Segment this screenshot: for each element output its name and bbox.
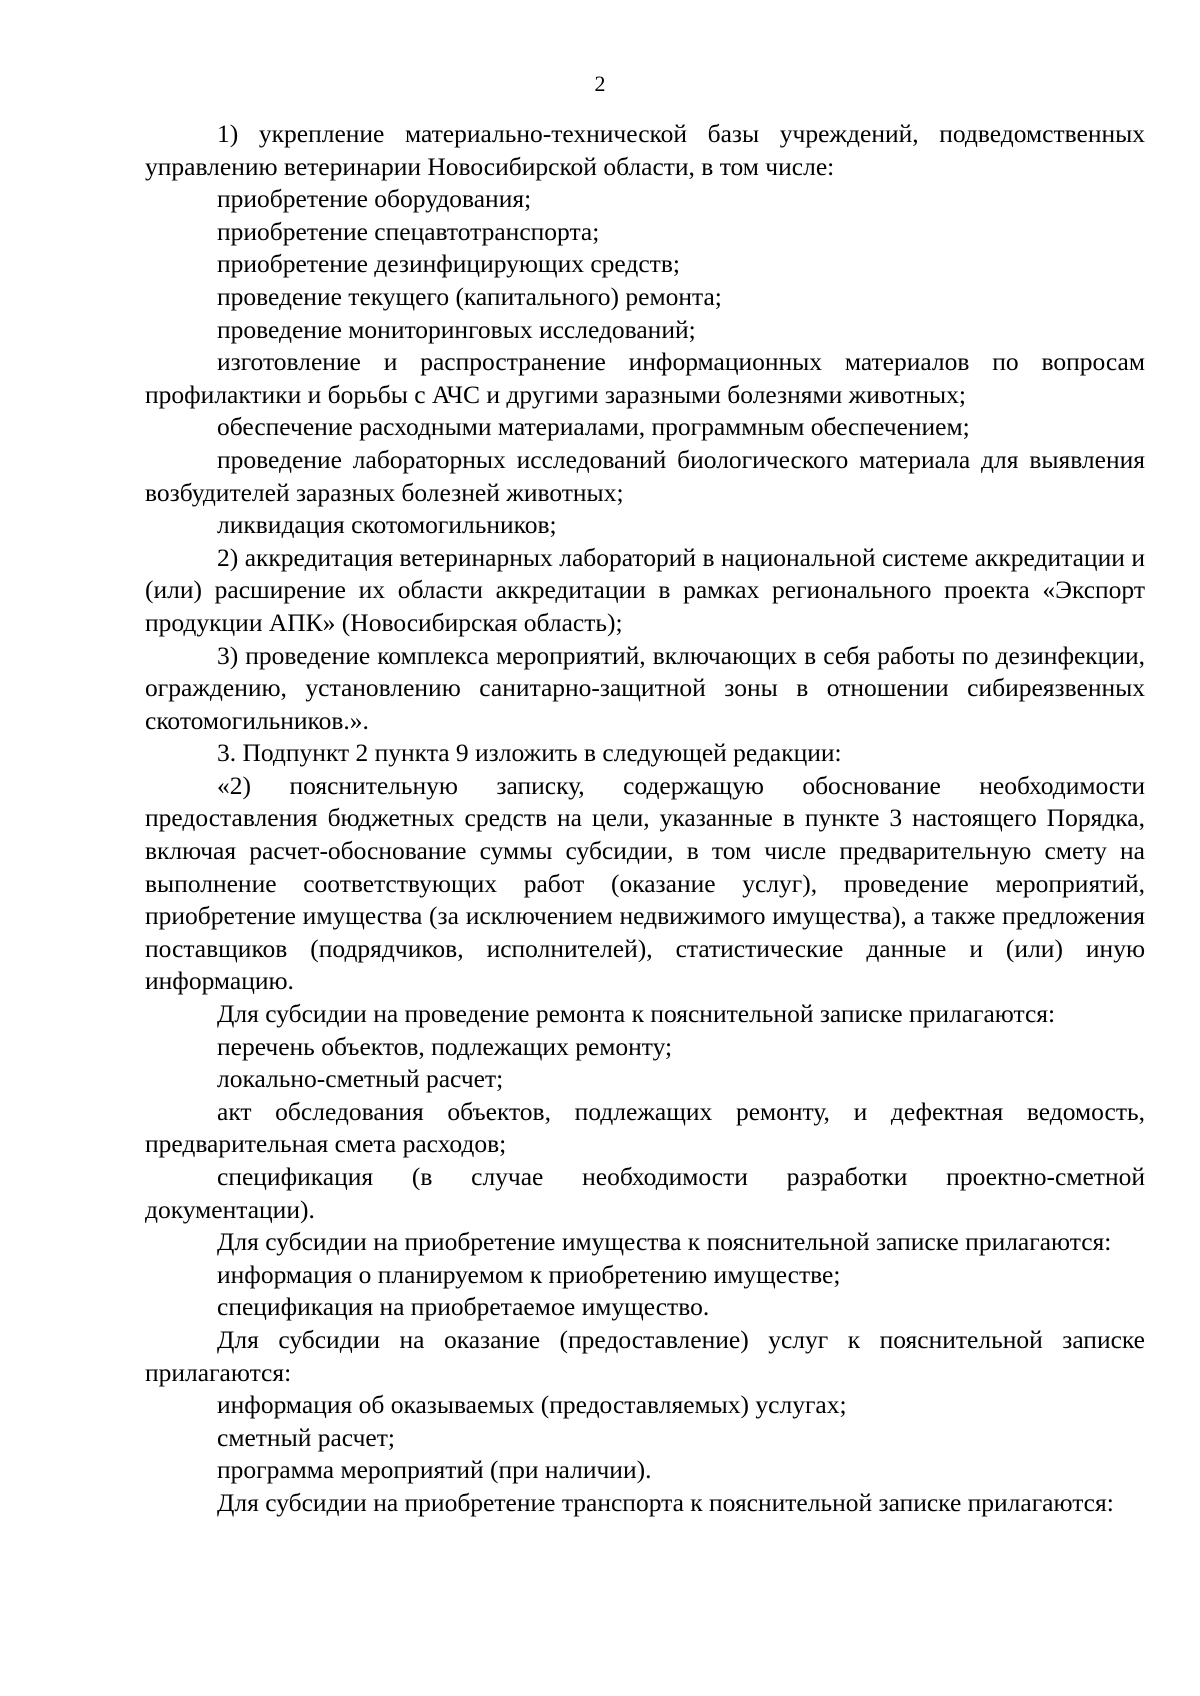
paragraph: спецификация на приобретаемое имущество. — [217, 1292, 710, 1322]
paragraph: 1) укрепление материально-технической базы учреждений, подведомственных управлению ветеринарии Новосибирской области, в том числе: — [145, 119, 1145, 181]
paragraph: Для субсидии на проведение ремонта к пояснительной записке прилагаются: — [217, 999, 1056, 1029]
paragraph: приобретение оборудования; — [217, 184, 532, 214]
paragraph: перечень объектов, подлежащих ремонту; — [217, 1031, 673, 1061]
paragraph: изготовление и распространение информационных материалов по вопросам профилактики и борьбы с АЧС и другими заразными болезнями животных; — [145, 347, 1145, 409]
paragraph: 3) проведение комплекса мероприятий, включающих в себя работы по дезинфекции, ограждению, установлению санитарно-защитной зоны в отношении сибиреязвенных скотомогильников.». — [145, 640, 1145, 735]
paragraph: «2) пояснительную записку, содержащую обоснование необходимости предоставления бюджетных средств на цели, указанные в пункте 3 настоящего Порядка, включая расчет-обоснование суммы субсидии, в том числе предварительную смету на выполнение соответствующих работ (оказание услуг), проведение мероприятий, приобретение имущества (за исключением недвижимого имущества), а также предложения поставщиков (подрядчиков, исполнителей), статистические данные и (или) иную информацию. — [145, 770, 1145, 996]
paragraph: акт обследования объектов, подлежащих ремонту, и дефектная ведомость, предварительная смета расходов; — [145, 1096, 1145, 1159]
paragraph: 3. Подпункт 2 пункта 9 изложить в следующей редакции: — [217, 738, 842, 768]
page-number: 2 — [594, 71, 606, 96]
paragraph: приобретение спецавтотранспорта; — [217, 216, 600, 246]
paragraph: Для субсидии на приобретение транспорта к пояснительной записке прилагаются: — [217, 1487, 1114, 1517]
paragraph: сметный расчет; — [217, 1422, 395, 1452]
paragraph: проведение текущего (капитального) ремонта; — [217, 281, 722, 311]
paragraph: проведение мониторинговых исследований; — [217, 314, 696, 344]
paragraph: обеспечение расходными материалами, программным обеспечением; — [217, 412, 970, 442]
document-body — [145, 118, 1145, 1520]
paragraph: ликвидация скотомогильников; — [217, 510, 557, 540]
paragraph: спецификация (в случае необходимости разработки проектно-сметной документации). — [145, 1162, 1145, 1224]
paragraph: программа мероприятий (при наличии). — [217, 1455, 652, 1485]
paragraph: Для субсидии на оказание (предоставление) услуг к пояснительной записке прилагаются: — [145, 1324, 1145, 1387]
paragraph: локально-сметный расчет; — [217, 1064, 504, 1094]
paragraph: Для субсидии на приобретение имущества к пояснительной записке прилагаются: — [217, 1227, 1112, 1257]
paragraph: информация об оказываемых (предоставляемых) услугах; — [217, 1390, 847, 1420]
paragraph: проведение лабораторных исследований биологического материала для выявления возбудителей заразных болезней животных; — [145, 444, 1145, 507]
paragraph: приобретение дезинфицирующих средств; — [217, 249, 680, 279]
paragraph: информация о планируемом к приобретению имуществе; — [217, 1259, 841, 1289]
paragraph: 2) аккредитация ветеринарных лабораторий в национальной системе аккредитации и (или) расширение их области аккредитации в рамках регионального проекта «Экспорт продукции АПК» (Новосибирская область); — [145, 542, 1145, 637]
